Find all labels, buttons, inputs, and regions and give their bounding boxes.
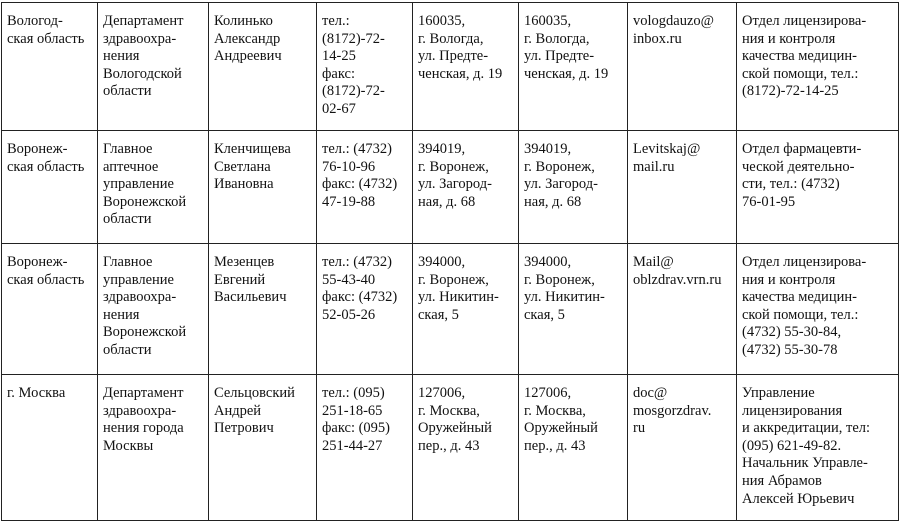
- cell-text-line: 14-25: [322, 48, 356, 65]
- table-row: [2, 375, 899, 521]
- email-cell: [628, 3, 737, 131]
- department-cell: [98, 3, 209, 131]
- legal-address-cell: [413, 3, 519, 131]
- cell-text-line: ул. Предте-: [418, 48, 489, 65]
- cell-text-line: управление: [103, 271, 174, 288]
- cell-text-line: здравоохра-: [103, 402, 177, 419]
- department-cell: [98, 244, 209, 375]
- cell-lines: [742, 385, 894, 508]
- cell-text-line: области: [103, 341, 152, 358]
- cell-text-line: 02-67: [322, 100, 356, 117]
- cell-text-line: ул. Предте-: [524, 48, 595, 65]
- cell-lines: [418, 13, 514, 83]
- cell-text-line: ская, 5: [418, 306, 459, 323]
- cell-text-line: Светлана: [214, 158, 271, 175]
- licensing-authorities-table: [1, 2, 899, 521]
- head-cell: [209, 244, 317, 375]
- licensing-dept-cell: [737, 131, 899, 244]
- cell-lines: [7, 141, 93, 176]
- cell-text-line: факс:: [322, 65, 355, 82]
- cell-text-line: Алексей Юрьевич: [742, 490, 855, 507]
- cell-text-line: факс: (4732): [322, 176, 398, 193]
- cell-text-line: Оружейный: [524, 420, 598, 437]
- cell-text-line: нения: [103, 48, 140, 65]
- cell-text-line: и аккредитации, тел:: [742, 420, 871, 437]
- cell-lines: [214, 254, 312, 307]
- table-row: [2, 3, 899, 131]
- head-cell: [209, 375, 317, 521]
- cell-lines: [633, 141, 732, 176]
- table-row: [2, 244, 899, 375]
- email-cell: [628, 375, 737, 521]
- cell-text-line: 160035,: [418, 13, 466, 29]
- department-cell: [98, 131, 209, 244]
- cell-text-line: г. Москва,: [524, 402, 586, 419]
- cell-text-line: Воронежской: [103, 324, 187, 341]
- cell-text-line: (8172)-72-: [322, 83, 385, 100]
- table-body: [2, 3, 899, 521]
- phone-cell: [317, 375, 413, 521]
- cell-lines: [214, 141, 312, 194]
- cell-text-line: ченская, д. 19: [524, 65, 609, 82]
- legal-address-cell: [413, 244, 519, 375]
- cell-text-line: области: [103, 83, 152, 100]
- cell-text-line: здравоохра-: [103, 289, 177, 306]
- region-cell: [2, 3, 98, 131]
- cell-text-line: тел.: (4732): [322, 254, 392, 270]
- cell-text-line: г. Москва: [7, 385, 66, 401]
- cell-text-line: нения: [103, 306, 140, 323]
- cell-text-line: г. Воронеж,: [418, 158, 489, 175]
- region-cell: [2, 131, 98, 244]
- cell-text-line: Петрович: [214, 420, 274, 437]
- cell-text-line: здравоохра-: [103, 30, 177, 47]
- cell-text-line: управление: [103, 176, 174, 193]
- cell-text-line: 52-05-26: [322, 306, 376, 323]
- postal-address-cell: [519, 3, 628, 131]
- table-row: [2, 131, 899, 244]
- cell-text-line: тел.: (095): [322, 385, 385, 401]
- postal-address-cell: [519, 244, 628, 375]
- cell-text-line: ченская, д. 19: [418, 65, 503, 82]
- legal-address-cell: [413, 131, 519, 244]
- cell-text-line: Андрей: [214, 402, 262, 419]
- cell-lines: [103, 254, 204, 360]
- cell-text-line: Главное: [103, 141, 153, 157]
- cell-lines: [524, 254, 623, 324]
- cell-text-line: г. Воронеж,: [418, 271, 489, 288]
- cell-text-line: нения города: [103, 420, 184, 437]
- cell-text-line: Отдел лицензирова-: [742, 254, 867, 270]
- phone-cell: [317, 131, 413, 244]
- cell-text-line: г. Москва,: [418, 402, 480, 419]
- cell-text-line: Колинько: [214, 13, 273, 29]
- licensing-dept-cell: [737, 3, 899, 131]
- cell-text-line: ул. Никитин-: [418, 289, 499, 306]
- cell-lines: [418, 254, 514, 324]
- cell-text-line: (8172)-72-14-25: [742, 83, 839, 100]
- cell-text-line: факс: (095): [322, 420, 391, 437]
- cell-text-line: Департамент: [103, 13, 184, 29]
- postal-address-cell: [519, 375, 628, 521]
- department-cell: [98, 375, 209, 521]
- cell-text-line: ния Абрамов: [742, 472, 822, 489]
- cell-text-line: г. Воронеж,: [524, 158, 595, 175]
- cell-lines: [633, 385, 732, 438]
- cell-lines: [742, 141, 894, 211]
- cell-text-line: ской помощи, тел.:: [742, 65, 859, 82]
- region-cell: [2, 244, 98, 375]
- cell-text-line: 394000,: [418, 254, 466, 270]
- cell-text-line: ная, д. 68: [524, 193, 582, 210]
- cell-text-line: Ивановна: [214, 176, 274, 193]
- cell-lines: [322, 141, 408, 211]
- cell-text-line: 76-10-96: [322, 158, 376, 175]
- cell-text-line: Отдел лицензирова-: [742, 13, 867, 29]
- cell-lines: [214, 13, 312, 66]
- cell-text-line: Воронеж-: [7, 254, 68, 270]
- cell-lines: [322, 385, 408, 455]
- cell-text-line: ул. Никитин-: [524, 289, 605, 306]
- cell-text-line: Оружейный: [418, 420, 492, 437]
- cell-text-line: inbox.ru: [633, 30, 682, 47]
- cell-text-line: г. Вологда,: [418, 30, 484, 47]
- cell-text-line: Кленчищева: [214, 141, 291, 157]
- cell-text-line: Управление: [742, 385, 815, 401]
- cell-text-line: факс: (4732): [322, 289, 398, 306]
- cell-lines: [524, 13, 623, 83]
- cell-text-line: 55-43-40: [322, 271, 376, 288]
- cell-text-line: сти, тел.: (4732): [742, 176, 840, 193]
- cell-text-line: 394000,: [524, 254, 572, 270]
- email-cell: [628, 244, 737, 375]
- cell-lines: [524, 141, 623, 211]
- cell-text-line: аптечное: [103, 158, 159, 175]
- cell-text-line: Евгений: [214, 271, 266, 288]
- cell-text-line: пер., д. 43: [418, 437, 480, 454]
- cell-text-line: mosgorzdrav.: [633, 402, 712, 419]
- cell-lines: [633, 13, 732, 48]
- cell-lines: [214, 385, 312, 438]
- cell-lines: [103, 141, 204, 229]
- licensing-dept-cell: [737, 244, 899, 375]
- cell-text-line: Отдел фармацевти-: [742, 141, 862, 157]
- cell-text-line: (095) 621-49-82.: [742, 437, 842, 454]
- cell-text-line: ская область: [7, 158, 85, 175]
- cell-text-line: ния и контроля: [742, 30, 836, 47]
- cell-text-line: лицензирования: [742, 402, 843, 419]
- cell-text-line: vologdauzo@: [633, 13, 715, 29]
- cell-text-line: Воронежской: [103, 193, 187, 210]
- cell-text-line: ная, д. 68: [418, 193, 476, 210]
- cell-text-line: Мезенцев: [214, 254, 275, 270]
- cell-lines: [418, 385, 514, 455]
- cell-text-line: 251-44-27: [322, 437, 383, 454]
- cell-text-line: Главное: [103, 254, 153, 270]
- cell-text-line: 76-01-95: [742, 193, 796, 210]
- cell-text-line: Mail@: [633, 254, 674, 270]
- cell-lines: [418, 141, 514, 211]
- cell-text-line: Департамент: [103, 385, 184, 401]
- cell-text-line: Москвы: [103, 437, 154, 454]
- cell-text-line: ская область: [7, 30, 85, 47]
- licensing-dept-cell: [737, 375, 899, 521]
- legal-address-cell: [413, 375, 519, 521]
- cell-text-line: doc@: [633, 385, 668, 401]
- cell-text-line: г. Вологда,: [524, 30, 590, 47]
- cell-text-line: Андреевич: [214, 48, 282, 65]
- cell-text-line: пер., д. 43: [524, 437, 586, 454]
- cell-text-line: ская, 5: [524, 306, 565, 323]
- cell-text-line: области: [103, 211, 152, 228]
- cell-lines: [524, 385, 623, 455]
- cell-text-line: 251-18-65: [322, 402, 383, 419]
- cell-text-line: Сельцовский: [214, 385, 295, 401]
- head-cell: [209, 3, 317, 131]
- cell-text-line: (8172)-72-: [322, 30, 385, 47]
- cell-text-line: ской помощи, тел.:: [742, 306, 859, 323]
- phone-cell: [317, 244, 413, 375]
- head-cell: [209, 131, 317, 244]
- cell-text-line: (4732) 55-30-84,: [742, 324, 842, 341]
- cell-text-line: ru: [633, 420, 646, 437]
- cell-text-line: тел.: (4732): [322, 141, 392, 157]
- cell-lines: [7, 13, 93, 48]
- cell-text-line: 160035,: [524, 13, 572, 29]
- cell-lines: [103, 13, 204, 101]
- cell-text-line: oblzdrav.vrn.ru: [633, 271, 722, 288]
- cell-text-line: 127006,: [418, 385, 466, 401]
- cell-text-line: 47-19-88: [322, 193, 376, 210]
- cell-text-line: ния и контроля: [742, 271, 836, 288]
- cell-lines: [103, 385, 204, 455]
- cell-text-line: тел.:: [322, 13, 350, 29]
- cell-text-line: качества медицин-: [742, 289, 857, 306]
- cell-text-line: Вологод-: [7, 13, 63, 29]
- cell-text-line: 394019,: [524, 141, 572, 157]
- phone-cell: [317, 3, 413, 131]
- cell-text-line: ул. Загород-: [418, 176, 492, 193]
- postal-address-cell: [519, 131, 628, 244]
- cell-text-line: mail.ru: [633, 158, 675, 175]
- cell-text-line: ул. Загород-: [524, 176, 598, 193]
- cell-text-line: Levitskaj@: [633, 141, 701, 157]
- cell-text-line: ская область: [7, 271, 85, 288]
- region-cell: [2, 375, 98, 521]
- cell-lines: [7, 254, 93, 289]
- email-cell: [628, 131, 737, 244]
- cell-lines: [742, 13, 894, 101]
- cell-text-line: Васильевич: [214, 289, 287, 306]
- cell-lines: [322, 254, 408, 324]
- cell-lines: [322, 13, 408, 119]
- cell-text-line: Вологодской: [103, 65, 182, 82]
- cell-text-line: Александр: [214, 30, 281, 47]
- cell-lines: [7, 385, 93, 403]
- cell-text-line: ческой деятельно-: [742, 158, 855, 175]
- cell-text-line: 127006,: [524, 385, 572, 401]
- cell-text-line: Начальник Управле-: [742, 455, 868, 472]
- cell-text-line: Воронеж-: [7, 141, 68, 157]
- cell-text-line: 394019,: [418, 141, 466, 157]
- cell-text-line: г. Воронеж,: [524, 271, 595, 288]
- cell-lines: [742, 254, 894, 360]
- cell-text-line: (4732) 55-30-78: [742, 341, 838, 358]
- cell-text-line: качества медицин-: [742, 48, 857, 65]
- cell-lines: [633, 254, 732, 289]
